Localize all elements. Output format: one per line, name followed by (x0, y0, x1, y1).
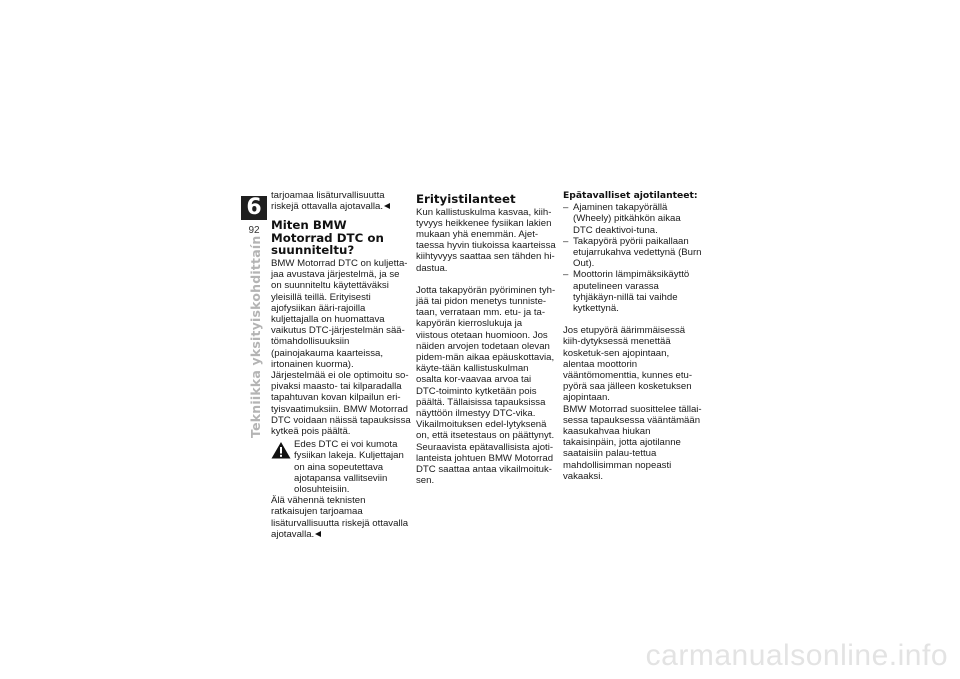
text-column-3 (563, 190, 703, 482)
warning-block (271, 439, 411, 495)
end-marker-icon (315, 531, 321, 537)
intro-paragraph (271, 190, 411, 212)
end-marker-icon (384, 203, 390, 209)
text-column-2 (416, 190, 556, 486)
text-column-1 (271, 190, 411, 540)
warning-text: Edes DTC ei voi kumota fysiikan lakeja. Kuljettajan on aina sopeutettava ajotapansa vallitseviin olosuhteisiin. (294, 439, 404, 495)
special-paragraph-3: Seuraavista epätavallisista ajoti-lanteista johtuen BMW Motorrad DTC saattaa antaa vikailmoituk-sen. (416, 441, 554, 487)
list-item: – Ajaminen takapyörällä (Wheely) pitkähkön aikaa DTC deaktivoi-tuna. (563, 202, 703, 236)
page-number: 92 (248, 225, 260, 236)
front-wheel-paragraph: Jos etupyörä äärimmäisessä kiih-dytyksessä menettää kosketuk-sen ajopintaan, alentaa moottorin vääntömomenttia, kunnes etu-pyörä saa jälleen kosketuksen ajopintaan. (563, 325, 693, 404)
design-paragraph-2: Järjestelmää ei ole optimoitu so-pivaksi maasto- tai kilparadalla tapahtuvan kovan kilpailun eri-tyisvaatimuksiin. BMW Motorrad DTC voidaan näissä tapauksissa kytkeä pois päältä. (271, 369, 411, 437)
design-paragraph: BMW Motorrad DTC on kuljetta-jaa avustava järjestelmä, ja se on suunniteltu käytettäväksi yleisillä teillä. Erityisesti ajofysiikan ääri-rajoilla kuljettajalla on huomattava vaikutus DTC-järjestelmän sää-tömahdollisuuksiin (painojakauma kaarteissa, irtonainen kuorma). (271, 257, 408, 370)
warning-text-2-body: Älä vähennä teknisten ratkaisujen tarjoamaa lisäturvallisuutta riskejä ottavalla ajotavalla. (271, 495, 409, 540)
recommendation-paragraph: BMW Motorrad suosittelee tällai-sessa tapauksessa vääntämään kaasukahvaa hiukan takaisinpäin, jotta ajotilanne saataisiin palau-tettua mahdollisimman nopeasti vakaaksi. (563, 403, 702, 482)
special-paragraph-1: Kun kallistuskulma kasvaa, kiih-tyvyys heikkenee fysiikan lakien mukaan yhä enemmän. Ajet-taessa hyvin tiukoissa kaarteissa kiihtyvyys saattaa sen tähden hi-dastua. (416, 206, 556, 274)
watermark: carmanualsonline.info (645, 639, 948, 672)
unusual-situations-list (563, 202, 703, 314)
warning-text-2 (271, 495, 411, 540)
special-paragraph-2: Jotta takapyörän pyöriminen tyh-jää tai pidon menetys tunniste-taan, verrataan mm. etu- ja ta-kapyörän kierroslukuja ja viistous otetaan huomioon. Jos näiden arvojen todetaan olevan pidem-män aikaa epäuskottavia, käyte-tään kallistuskulman osalta kor-vaavaa arvoa tai DTC-toiminto kytketään pois päältä. Tällaisissa tapauksissa näyttöön ilmestyy DTC-vika. Vikailmoituksen edel-lytyksenä on, että itsetestaus on päättynyt. (416, 284, 556, 442)
unusual-situations-heading: Epätavalliset ajotilanteet: (563, 190, 698, 201)
list-item: – Moottorin lämpimäksikäyttö aputelineen varassa tyhjäkäyn-nillä tai vaihde kytkettynä. (563, 269, 703, 314)
list-item: – Takapyörä pyörii paikallaan etujarrukahva vedettynä (Burn Out). (563, 236, 703, 270)
warning-triangle-icon (271, 441, 291, 495)
section-heading-special-situations: Erityistilanteet (416, 192, 516, 206)
intro-text: tarjoamaa lisäturvallisuutta riskejä ottavalla ajotavalla. (271, 190, 385, 213)
section-heading-design: Miten BMW Motorrad DTC on suunniteltu? (271, 218, 384, 258)
chapter-side-title: Tekniikka yksityiskohdittaín (248, 235, 263, 438)
chapter-number-tab: 6 (241, 196, 267, 220)
